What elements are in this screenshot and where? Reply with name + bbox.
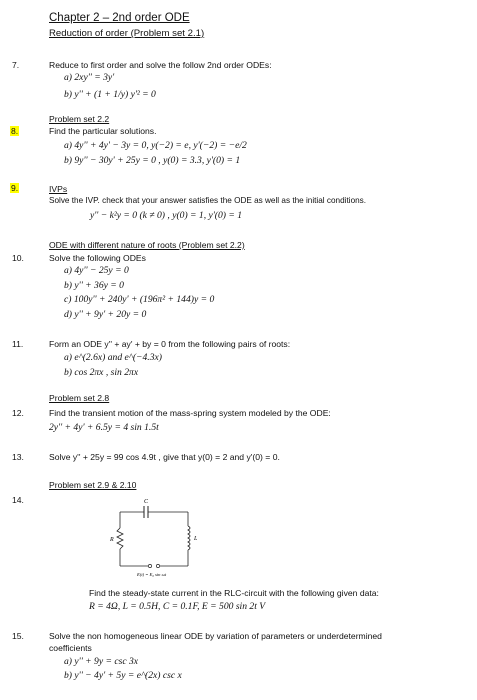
problem-part: a) e^(2.6x) and e^(−4.3x) [64,352,162,363]
chapter-title [49,12,190,24]
problem-part: b) y'' + (1 + 1/y) y'² = 0 [64,89,156,100]
problem-part: b) 9y'' − 30y' + 25y = 0 , y(0) = 3.3, y'(0) = 1 [64,155,241,166]
resistor-label: R [110,537,114,543]
problem-text: Find the particular solutions. [49,126,157,136]
problem-number: 8. [11,126,19,136]
chapter-title-text: Chapter 2 – 2nd order ODE [49,12,190,24]
problem-number: 13. [12,452,24,462]
source-terminal [148,564,151,567]
problem-part: a) y'' + 9y = csc 3x [64,656,139,667]
problem-part: b) cos 2πx , sin 2πx [64,367,139,378]
problem-text: Reduce to first order and solve the follow 2nd order ODEs: [49,60,272,70]
problem-number: 10. [12,253,24,263]
problem-number: 15. [12,631,24,641]
section-heading: IVPs [49,184,68,194]
rlc-circuit-diagram [100,494,210,584]
problem-number: 14. [12,495,24,505]
problem-number: 11. [12,339,24,349]
problem-number: 12. [12,408,24,418]
problem-number: 7. [12,60,20,70]
problem-part: a) 4y'' + 4y' − 3y = 0, y(−2) = e, y'(−2) = −e/2 [64,140,247,151]
problem-number: 9. [11,183,19,193]
section-heading: Problem set 2.9 & 2.10 [49,480,137,490]
problem-equation: y'' − k²y = 0 (k ≠ 0) , y(0) = 1, y'(0) = 1 [90,210,243,221]
problem-text: Solve the IVP. check that your answer satisfies the ODE as well as the initial conditions. [49,196,367,205]
problem-part: b) y'' + 36y = 0 [64,280,124,291]
section-heading: Problem set 2.8 [49,393,110,403]
source-terminal [156,564,159,567]
section-heading: Problem set 2.2 [49,114,110,124]
problem-text: Form an ODE y'' + ay' + by = 0 from the following pairs of roots: [49,339,291,349]
capacitor-label: C [144,499,149,505]
section-heading: ODE with different nature of roots (Problem set 2.2) [49,240,245,250]
problem-text-continued: coefficients [49,643,92,653]
problem-text: Solve y'' + 25y = 99 cos 4.9t , give that y(0) = 2 and y'(0) = 0. [49,452,280,462]
inductor-label: L [194,536,198,542]
problem-equation: 2y'' + 4y' + 6.5y = 4 sin 1.5t [49,422,159,433]
chapter-subtitle: Reduction of order (Problem set 2.1) [49,28,205,39]
problem-part: a) 2xy'' = 3y' [64,72,115,83]
inductor-symbol [188,526,190,550]
problem-text: Find the transient motion of the mass-spring system modeled by the ODE: [49,408,331,418]
problem-text: Find the steady-state current in the RLC-circuit with the following given data: [89,588,379,598]
problem-part: d) y'' + 9y' + 20y = 0 [64,309,147,320]
problem-text: Solve the following ODEs [49,253,146,263]
problem-part: a) 4y'' − 25y = 0 [64,265,129,276]
problem-part: c) 100y'' + 240y' + (196π² + 144)y = 0 [64,294,215,305]
problem-equation: R = 4Ω, L = 0.5H, C = 0.1F, E = 500 sin 2t V [89,601,266,612]
source-label: E(t) = E₀ sin ωt [137,572,167,577]
problem-text: Solve the non homogeneous linear ODE by variation of parameters or underdetermined [49,631,382,641]
problem-part: b) y'' − 4y' + 5y = e^(2x) csc x [64,670,182,681]
resistor-symbol [117,528,123,549]
